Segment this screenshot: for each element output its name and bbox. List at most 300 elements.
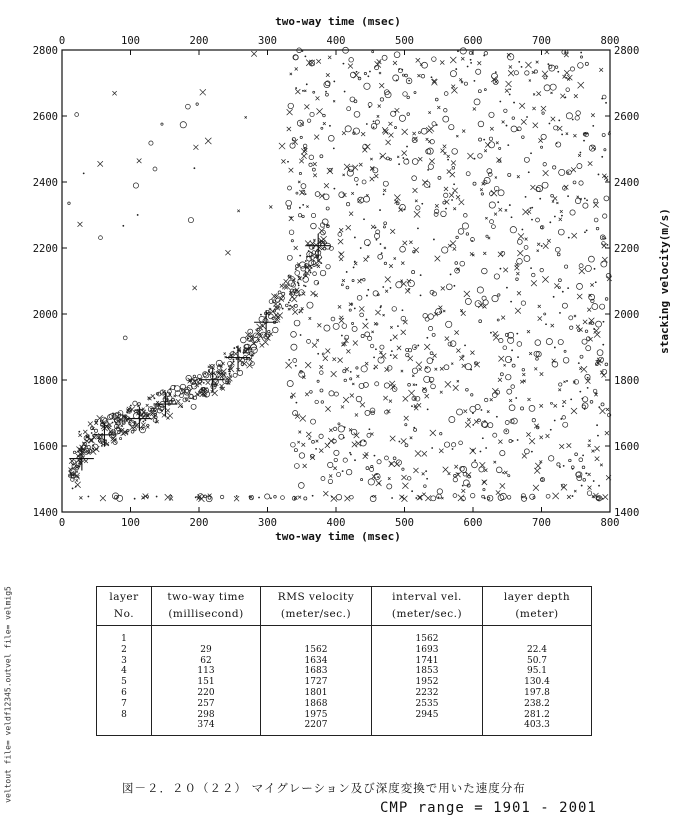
scatter-point — [305, 193, 307, 195]
scatter-point — [525, 238, 528, 241]
scatter-point — [435, 368, 438, 371]
scatter-point — [412, 375, 414, 377]
layer-table — [96, 586, 592, 736]
scatter-point — [469, 51, 472, 54]
scatter-point — [444, 187, 448, 191]
scatter-point — [524, 449, 529, 454]
scatter-point — [390, 436, 395, 441]
scatter-point — [566, 380, 568, 382]
scatter-point — [303, 464, 307, 468]
scatter-point — [392, 307, 397, 312]
scatter-point — [292, 309, 297, 314]
scatter-point — [350, 393, 354, 397]
scatter-point — [161, 410, 163, 412]
scatter-point — [581, 398, 583, 400]
scatter-point — [420, 294, 422, 296]
scatter-point — [305, 362, 311, 368]
scatter-point — [467, 153, 473, 159]
scatter-point — [380, 306, 382, 308]
scatter-point — [316, 108, 322, 114]
scatter-point — [99, 236, 103, 240]
scatter-point — [424, 344, 430, 350]
scatter-point — [521, 136, 524, 139]
scatter-point — [279, 143, 285, 149]
scatter-point — [512, 364, 515, 367]
cell-rms: 1975 — [261, 710, 372, 721]
scatter-point — [297, 441, 299, 443]
scatter-point — [234, 496, 239, 501]
scatter-point — [559, 169, 565, 175]
scatter-point — [562, 405, 564, 407]
scatter-point — [312, 251, 316, 255]
scatter-point — [364, 196, 370, 202]
scatter-point — [445, 336, 449, 340]
scatter-point — [363, 218, 365, 220]
scatter-point — [316, 59, 321, 64]
scatter-point — [402, 309, 404, 311]
scatter-point — [578, 82, 584, 88]
scatter-point — [563, 422, 568, 427]
scatter-point — [601, 156, 603, 158]
cell-interval: 1853 — [372, 666, 483, 677]
scatter-point — [156, 496, 158, 498]
scatter-point — [131, 430, 134, 433]
scatter-point — [338, 239, 343, 244]
scatter-point — [588, 161, 592, 165]
scatter-point — [306, 432, 311, 437]
x-tick-label: 600 — [463, 35, 483, 47]
scatter-point — [418, 157, 422, 161]
scatter-point — [489, 192, 493, 196]
scatter-point — [601, 261, 607, 267]
scatter-point — [285, 304, 288, 307]
scatter-point — [370, 158, 372, 160]
scatter-point — [413, 188, 418, 193]
scatter-point — [497, 319, 499, 321]
scatter-point — [437, 106, 440, 109]
scatter-point — [580, 355, 583, 358]
scatter-point — [273, 327, 278, 332]
scatter-point — [382, 55, 387, 60]
scatter-point — [428, 164, 433, 169]
scatter-point — [386, 140, 391, 145]
scatter-point — [383, 189, 386, 192]
scatter-point — [412, 368, 417, 373]
scatter-point — [98, 437, 100, 439]
scatter-point — [282, 292, 285, 295]
scatter-point — [432, 57, 437, 62]
scatter-point — [390, 287, 392, 289]
scatter-point — [290, 305, 295, 310]
scatter-point — [410, 437, 413, 440]
scatter-point — [87, 446, 90, 449]
scatter-point — [288, 103, 294, 109]
scatter-point — [427, 358, 433, 364]
scatter-point — [425, 317, 429, 321]
scatter-point — [432, 122, 436, 126]
x-tick-label: 200 — [189, 35, 209, 47]
scatter-point — [518, 233, 524, 239]
scatter-point — [536, 218, 540, 222]
scatter-point — [584, 231, 586, 233]
y-tick-label: 2200 — [614, 243, 640, 255]
scatter-point — [569, 316, 573, 320]
scatter-point — [388, 122, 392, 126]
scatter-point — [500, 268, 502, 270]
cell-rms: 1727 — [261, 677, 372, 688]
scatter-point — [539, 198, 541, 200]
scatter-point — [588, 337, 592, 341]
cell-rms: 1801 — [261, 688, 372, 699]
scatter-point — [302, 90, 304, 92]
scatter-point — [564, 350, 566, 352]
scatter-point — [495, 71, 497, 73]
scatter-point — [290, 143, 295, 148]
scatter-point — [484, 469, 487, 472]
scatter-point — [290, 73, 292, 75]
cell-time: 374 — [152, 720, 261, 735]
scatter-point — [149, 141, 153, 145]
scatter-point — [345, 367, 349, 371]
scatter-point — [376, 239, 378, 241]
scatter-point — [416, 206, 420, 210]
scatter-point — [521, 66, 523, 68]
scatter-point — [378, 254, 383, 259]
scatter-point — [153, 418, 157, 422]
scatter-point — [407, 477, 411, 481]
scatter-point — [304, 55, 306, 57]
scatter-point — [352, 322, 354, 324]
scatter-point — [381, 252, 383, 254]
scatter-point — [547, 63, 549, 65]
scatter-point — [524, 256, 530, 262]
scatter-point — [453, 183, 455, 185]
scatter-point — [383, 226, 385, 228]
scatter-point — [542, 112, 544, 114]
scatter-point — [339, 228, 343, 232]
scatter-point — [532, 419, 535, 422]
scatter-point — [203, 382, 205, 384]
scatter-point — [484, 497, 486, 499]
scatter-point — [360, 402, 365, 407]
scatter-point — [498, 356, 504, 362]
scatter-point — [483, 252, 486, 255]
scatter-point — [399, 495, 404, 500]
scatter-point — [564, 185, 569, 190]
scatter-point — [203, 372, 209, 378]
scatter-point — [525, 196, 527, 198]
scatter-point — [556, 202, 558, 204]
scatter-point — [539, 404, 542, 407]
scatter-point — [457, 50, 459, 52]
scatter-point — [375, 310, 380, 315]
scatter-point — [517, 291, 521, 295]
scatter-point — [549, 221, 551, 223]
scatter-point — [585, 265, 591, 271]
scatter-point — [338, 251, 344, 257]
scatter-point — [415, 497, 417, 499]
scatter-point — [394, 126, 396, 128]
scatter-point — [569, 459, 571, 461]
scatter-point — [290, 295, 294, 299]
scatter-point — [72, 488, 74, 490]
scatter-point — [571, 408, 577, 414]
scatter-point — [592, 125, 594, 127]
cell-time: 62 — [152, 656, 261, 667]
scatter-point — [294, 292, 296, 294]
scatter-point — [479, 320, 482, 323]
scatter-point — [499, 101, 501, 103]
scatter-point — [354, 237, 356, 239]
scatter-point — [485, 447, 487, 449]
scatter-point — [345, 126, 351, 132]
cell-interval: 2535 — [372, 699, 483, 710]
scatter-point — [338, 426, 344, 432]
scatter-point — [364, 72, 366, 74]
scatter-point — [522, 373, 525, 376]
cell-depth: 238.2 — [483, 699, 592, 710]
scatter-point — [583, 397, 588, 402]
scatter-point — [353, 341, 358, 346]
scatter-point — [356, 375, 359, 378]
scatter-point — [583, 140, 585, 142]
scatter-point — [180, 122, 186, 128]
scatter-point — [490, 398, 493, 401]
scatter-point — [509, 88, 511, 90]
scatter-point — [340, 253, 342, 255]
scatter-point — [322, 353, 324, 355]
scatter-point — [365, 362, 368, 365]
cell-interval: 2945 — [372, 710, 483, 721]
scatter-point — [578, 63, 584, 69]
scatter-point — [581, 485, 583, 487]
scatter-point — [493, 433, 497, 437]
scatter-point — [522, 209, 528, 215]
scatter-point — [470, 351, 474, 355]
table-row — [97, 710, 592, 721]
scatter-point — [313, 162, 317, 166]
scatter-point — [402, 157, 404, 159]
scatter-point — [552, 359, 556, 363]
scatter-point — [301, 153, 306, 158]
scatter-point — [519, 103, 525, 109]
scatter-point — [530, 152, 532, 154]
scatter-point — [446, 284, 452, 290]
scatter-point — [308, 438, 310, 440]
scatter-point — [492, 295, 498, 301]
scatter-point — [350, 378, 352, 380]
scatter-point — [541, 478, 544, 481]
scatter-point — [537, 243, 540, 246]
scatter-point — [369, 71, 371, 73]
scatter-point — [403, 241, 408, 246]
scatter-point — [594, 268, 596, 270]
scatter-point — [433, 354, 437, 358]
cell-interval: 1952 — [372, 677, 483, 688]
scatter-point — [472, 424, 474, 426]
scatter-point — [119, 437, 121, 439]
scatter-point — [572, 495, 574, 497]
cell-rms: 1562 — [261, 645, 372, 656]
scatter-point — [453, 477, 457, 481]
scatter-point — [305, 260, 307, 262]
scatter-point — [236, 495, 238, 497]
scatter-point — [467, 66, 469, 68]
cell-interval: 1741 — [372, 656, 483, 667]
scatter-point — [552, 200, 554, 202]
scatter-point — [383, 193, 385, 195]
scatter-point — [415, 384, 417, 386]
scatter-point — [452, 149, 458, 155]
scatter-point — [156, 401, 159, 404]
scatter-point — [577, 283, 583, 289]
scatter-point — [286, 200, 292, 206]
scatter-point — [368, 103, 372, 107]
scatter-points — [68, 47, 612, 502]
scatter-point — [447, 155, 450, 158]
scatter-point — [407, 96, 410, 99]
scatter-point — [220, 495, 223, 498]
scatter-point — [413, 247, 418, 252]
scatter-point — [559, 466, 561, 468]
scatter-point — [357, 295, 362, 300]
scatter-point — [408, 80, 410, 82]
scatter-point — [197, 375, 201, 379]
scatter-point — [373, 291, 378, 296]
scatter-point — [333, 81, 335, 83]
scatter-point — [453, 207, 456, 210]
scatter-point — [379, 83, 384, 88]
scatter-point — [394, 257, 396, 259]
scatter-point — [500, 483, 505, 488]
scatter-point — [333, 188, 335, 190]
scatter-point — [598, 174, 600, 176]
scatter-point — [582, 339, 587, 344]
scatter-point — [586, 230, 588, 232]
scatter-point — [471, 394, 473, 396]
scatter-point — [568, 237, 570, 239]
scatter-point — [450, 240, 456, 246]
scatter-point — [334, 458, 337, 461]
scatter-point — [329, 429, 332, 432]
scatter-point — [577, 294, 582, 299]
scatter-point — [551, 324, 554, 327]
scatter-point — [409, 241, 412, 244]
cell-depth: 130.4 — [483, 677, 592, 688]
scatter-point — [297, 281, 299, 283]
scatter-point — [574, 94, 578, 98]
scatter-point — [478, 154, 483, 159]
scatter-point — [597, 435, 599, 437]
scatter-point — [587, 387, 589, 389]
scatter-point — [278, 291, 281, 294]
scatter-point — [461, 311, 466, 316]
scatter-point — [466, 172, 470, 176]
scatter-point — [499, 147, 501, 149]
scatter-point — [453, 385, 459, 391]
scatter-point — [542, 182, 548, 188]
scatter-point — [97, 161, 102, 166]
scatter-point — [405, 424, 407, 426]
scatter-point — [375, 120, 379, 124]
scatter-point — [94, 429, 97, 432]
scatter-point — [309, 317, 312, 320]
cell-rms: 1634 — [261, 656, 372, 667]
scatter-point — [327, 168, 333, 174]
scatter-point — [281, 496, 285, 500]
scatter-point — [363, 279, 366, 282]
scatter-point — [565, 77, 567, 79]
scatter-point — [291, 393, 296, 398]
cell-time: 151 — [152, 677, 261, 688]
scatter-point — [535, 340, 541, 346]
scatter-point — [407, 279, 411, 283]
scatter-point — [83, 172, 85, 174]
scatter-point — [306, 205, 308, 207]
scatter-point — [413, 468, 418, 473]
scatter-point — [533, 93, 535, 95]
scatter-point — [311, 223, 317, 229]
scatter-point — [417, 74, 420, 77]
scatter-point — [167, 413, 173, 419]
scatter-point — [78, 433, 81, 436]
scatter-point — [233, 359, 235, 361]
scatter-point — [342, 470, 344, 472]
x-tick-label: 0 — [58, 35, 66, 47]
scatter-point — [402, 150, 407, 155]
scatter-point — [380, 243, 382, 245]
scatter-point — [599, 68, 603, 72]
scatter-point — [521, 229, 523, 231]
scatter-point — [585, 472, 587, 474]
cell-interval: 1693 — [372, 645, 483, 656]
scatter-point — [354, 308, 356, 310]
scatter-point — [100, 495, 106, 501]
scatter-point — [553, 196, 557, 200]
scatter-point — [540, 146, 542, 148]
scatter-point — [493, 331, 498, 336]
scatter-point — [603, 494, 608, 499]
scatter-point — [504, 471, 507, 474]
scatter-point — [356, 184, 358, 186]
cell-rms: 1868 — [261, 699, 372, 710]
scatter-point — [329, 391, 334, 396]
scatter-point — [397, 325, 399, 327]
cell-layer: 2 — [97, 645, 152, 656]
scatter-point — [431, 384, 436, 389]
scatter-point — [450, 71, 456, 77]
scatter-point — [320, 155, 323, 158]
scatter-point — [478, 90, 481, 93]
cell-time: 29 — [152, 645, 261, 656]
scatter-point — [309, 155, 314, 160]
scatter-point — [504, 364, 506, 366]
scatter-point — [398, 69, 402, 73]
scatter-point — [440, 311, 442, 313]
scatter-point — [550, 429, 552, 431]
scatter-point — [427, 169, 429, 171]
scatter-point — [287, 127, 291, 131]
scatter-point — [579, 264, 583, 268]
cell-time: 298 — [152, 710, 261, 721]
scatter-point — [557, 463, 560, 466]
scatter-point — [147, 424, 149, 426]
scatter-point — [562, 291, 564, 293]
scatter-point — [481, 193, 483, 195]
scatter-point — [585, 62, 588, 65]
scatter-point — [521, 494, 525, 498]
scatter-point — [493, 334, 499, 340]
